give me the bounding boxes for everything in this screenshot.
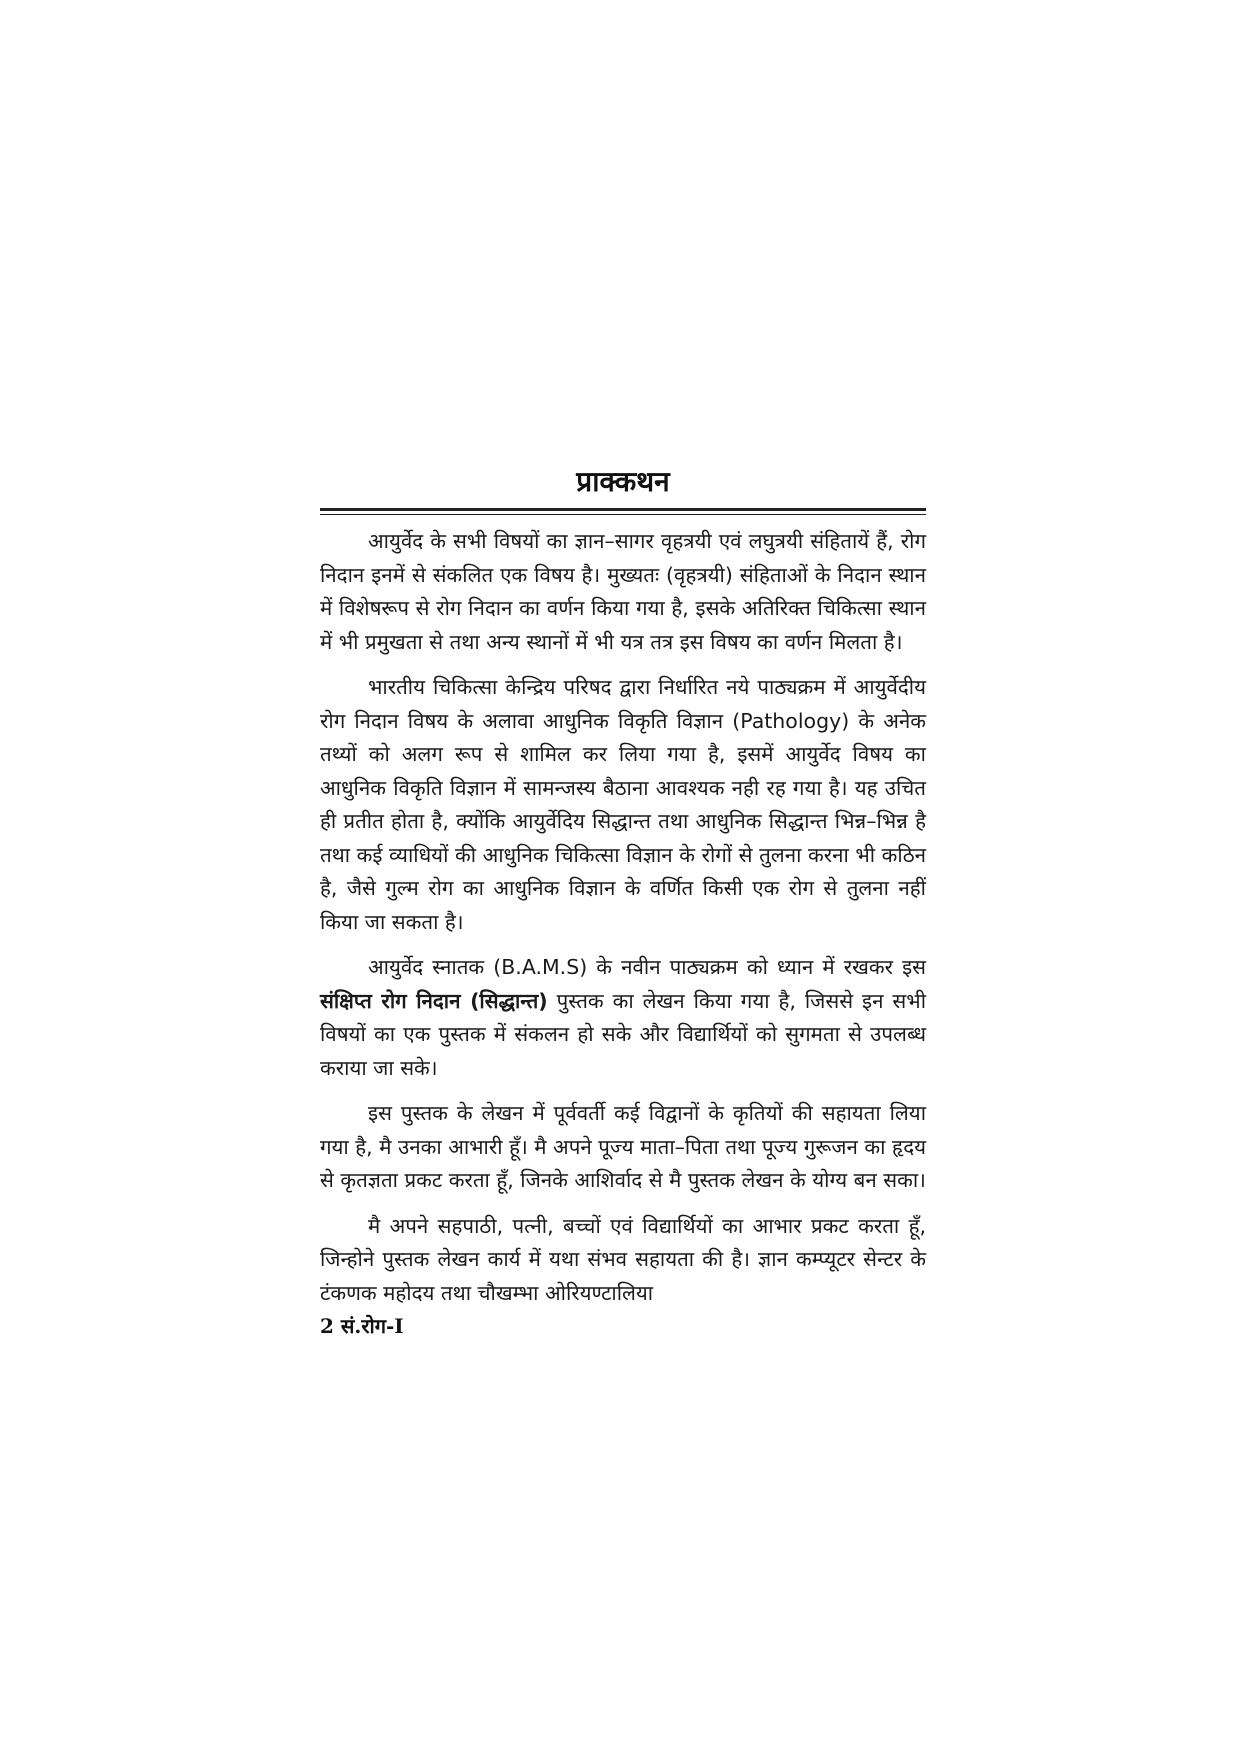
page-title: प्राक्कथन: [576, 465, 670, 498]
paragraph-2: भारतीय चिकित्सा केन्द्रिय परिषद द्वारा निर्धारित नये पाठ्यक्रम में आयुर्वेदीय रोग निदान विषय के अलावा आधुनिक विकृति विज्ञान (Pathology) के अनेक तथ्यों को अलग रूप से शामिल कर लिया गया है, इसमें आयुर्वेद विषय का आधुनिक विकृति विज्ञान में सामन्जस्य बैठाना आवश्यक नही रह गया है। यह उचित ही प्रतीत होता है, क्योंकि आयुर्वेदिय सिद्धान्त तथा आधुनिक सिद्धान्त भिन्न–भिन्न है तथा कई व्याधियों की आधुनिक चिकित्सा विज्ञान के रोगों से तुलना करना भी कठिन है, जैसे गुल्म रोग का आधुनिक विज्ञान के वर्णित किसी एक रोग से तुलना नहीं किया जा सकता है।: [320, 675, 926, 934]
title-rule-thin: [320, 514, 926, 515]
paragraph-1: आयुर्वेद के सभी विषयों का ज्ञान–सागर वृहत्रयी एवं लघुत्रयी संहितायें हैं, रोग निदान इनमें से संकलित एक विषय है। मुख्यतः (वृहत्रयी) संहिताओं के निदान स्थान में विशेषरूप से रोग निदान का वर्णन किया गया है, इसके अतिरिक्त चिकित्सा स्थान में भी प्रमुखता से तथा अन्य स्थानों में भी यत्र तत्र इस विषय का वर्णन मिलता है।: [320, 529, 926, 654]
paragraph-4: इस पुस्तक के लेखन में पूर्ववर्ती कई विद्वानों के कृतियों की सहायता लिया गया है, मै उनका आभारी हूँ। मै अपने पूज्य माता–पिता तथा पूज्य गुरूजन का हृदय से कृतज्ञता प्रकट करता हूँ, जिनके आशिर्वाद से मै पुस्तक लेखन के योग्य बन सका।: [320, 1101, 926, 1192]
paragraph-3-text-before: आयुर्वेद स्नातक (B.A.M.S) के नवीन पाठ्यक्रम को ध्यान में रखकर इस: [368, 955, 926, 979]
book-title-bold: संक्षिप्त रोग निदान (सिद्धान्त): [320, 988, 548, 1013]
title-rule-thick: [320, 508, 926, 511]
paragraph-5: मै अपने सहपाठी, पत्नी, बच्चों एवं विद्यार्थियों का आभार प्रकट करता हूँ, जिन्होने पुस्तक लेखन कार्य में यथा संभव सहायता की है। ज्ञान कम्प्यूटर सेन्टर के टंकणक महोदय तथा चौखम्भा ओरियण्टालिया: [320, 1213, 926, 1305]
signature-mark: 2 सं.रोग-I: [320, 1314, 404, 1338]
paragraph-3-text-after: पुस्तक का लेखन किया गया है, जिससे इन सभी विषयों का एक पुस्तक में संकलन हो सके और विद्यार्थियों को सुगमता से उपलब्ध कराया जा सके।: [320, 988, 926, 1080]
paragraph-3: [320, 951, 926, 1085]
document-page: [320, 462, 926, 1340]
